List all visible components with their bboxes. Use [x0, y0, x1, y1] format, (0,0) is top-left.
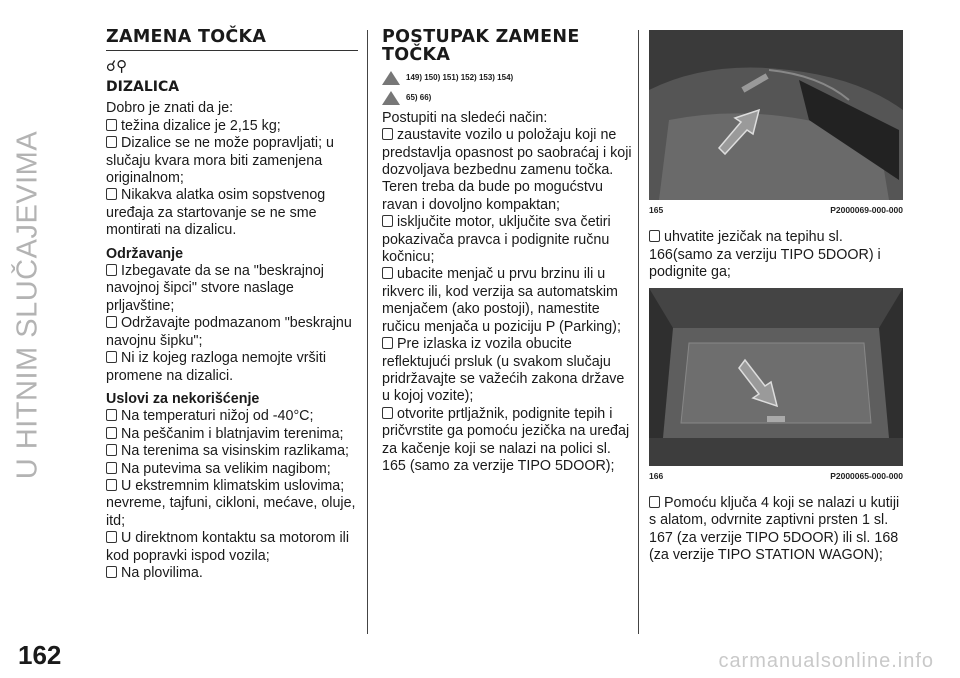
- list-item: Na peščanim i blatnjavim terenima;: [106, 426, 358, 443]
- list-item: Na putevima sa velikim nagibom;: [106, 461, 358, 478]
- list-item: ubacite menjač u prvu brzinu ili u rikverc ili, kod verzija sa automatskim menjačem (ako postoji), namestite ručicu menjača u poziciju P (Parking);: [382, 266, 632, 336]
- warning-ref-1: 149) 150) 151) 152) 153) 154): [382, 69, 632, 86]
- list-item: U ekstremnim klimatskim uslovima; nevreme, tajfuni, cikloni, mećave, oluje, itd;: [106, 478, 358, 530]
- list-item: Dizalice se ne može popravljati; u slučaju kvara mora biti zamenjena originalnom;: [106, 135, 358, 187]
- column-divider-left: [367, 30, 368, 634]
- maintenance-heading: Održavanje: [106, 245, 184, 262]
- list-item: uhvatite jezičak na tepihu sl. 166(samo za verziju TIPO 5DOOR) i podignite ga;: [649, 229, 903, 281]
- watermark: carmanualsonline.info: [718, 650, 934, 672]
- warning-ref-2: 65) 66): [382, 89, 632, 106]
- column-procedure: [382, 28, 632, 475]
- list-item: Pre izlaska iz vozila obucite reflektujući prsluk (u svakom slučaju pridržavajte se važećih zakona države u kojoj vozite);: [382, 336, 632, 406]
- list-item: otvorite prtljažnik, podignite tepih i pričvrstite ga pomoću jezička na uređaj za kačenje koji se nalazi na polici sl. 165 (samo za verzije TIPO 5DOOR);: [382, 406, 632, 476]
- column-divider-right: [638, 30, 639, 634]
- column-jack: [106, 28, 358, 582]
- list-item: U direktnom kontaktu sa motorom ili kod popravki ispod vozila;: [106, 530, 358, 565]
- warning-triangle-icon: [382, 71, 400, 85]
- trunk-shelf-illustration: [649, 30, 903, 200]
- list-item: isključite motor, uključite sva četiri pokazivača pravca i podignite ručnu kočnicu;: [382, 214, 632, 266]
- figure-166-caption: 166 P2000065-000-000: [649, 470, 903, 481]
- list-item: Nikakva alatka osim sopstvenog uređaja za startovanje se ne sme montirati na dizalicu.: [106, 187, 358, 239]
- figure-165-image: [649, 30, 903, 200]
- list-item: Ni iz kojeg razloga nemojte vršiti promene na dizalici.: [106, 350, 358, 385]
- list-item: Na temperaturi nižoj od -40°C;: [106, 408, 358, 425]
- list-item: težina dizalice je 2,15 kg;: [106, 118, 358, 135]
- list-item: Izbegavate da se na "beskrajnoj navojnoj šipci" stvore naslage prljavštine;: [106, 263, 358, 315]
- page-number: 162: [18, 640, 62, 670]
- figure-166-image: [649, 288, 903, 466]
- figure-165-caption: 165 P2000069-000-000: [649, 205, 903, 215]
- section-title-wheel-change: ZAMENA TOČKA: [106, 28, 358, 51]
- jack-symbol-icon: ☌⚲: [106, 58, 128, 75]
- trunk-floor-illustration: [649, 288, 903, 466]
- intro-text: Postupiti na sledeći način:: [382, 109, 548, 126]
- caution-triangle-icon: [382, 91, 400, 105]
- intro-text: Dobro je znati da je:: [106, 100, 234, 117]
- list-item: Pomoću ključa 4 koji se nalazi u kutiji s alatom, odvrnite zaptivni prsten 1 sl. 167 (za verzije TIPO 5DOOR) ili sl. 168 (za verzije TIPO STATION WAGON);: [649, 495, 903, 565]
- usage-heading: Uslovi za nekorišćenje: [106, 390, 260, 407]
- list-item: zaustavite vozilo u položaju koji ne predstavlja opasnost po saobraćaj i koji dozvoljava bezbednu zamenu točka. Teren treba da bude po mogućstvu ravan i dovoljno kompaktan;: [382, 127, 632, 213]
- list-item: Na plovilima.: [106, 565, 358, 582]
- column-figures: [649, 30, 903, 565]
- list-item: Na terenima sa visinskim razlikama;: [106, 443, 358, 460]
- section-title-procedure: POSTUPAK ZAMENE TOČKA: [382, 27, 580, 65]
- subsection-title-jack: DIZALICA: [106, 79, 180, 95]
- list-item: Održavajte podmazanom "beskrajnu navojnu šipku";: [106, 315, 358, 350]
